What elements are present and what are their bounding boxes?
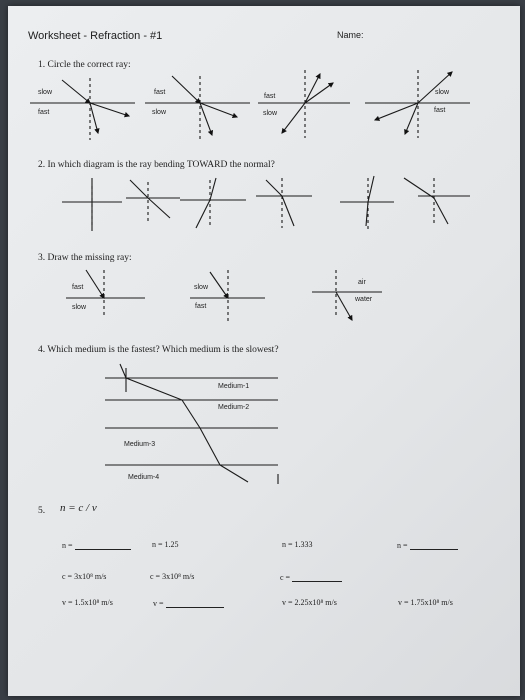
question-3-text: 3. Draw the missing ray: — [38, 253, 132, 263]
col3-v-value: v = 2.25x10⁸ m/s — [282, 598, 337, 607]
medium-2-label: Medium-2 — [218, 404, 250, 411]
q2-diagram-2[interactable] — [126, 180, 180, 224]
col4-n-prefix: n = — [397, 541, 408, 550]
q2-diagram-3[interactable] — [180, 178, 246, 228]
q1-diagram-2[interactable] — [145, 76, 250, 140]
q3-diagram-3[interactable] — [312, 270, 382, 320]
q3-diagram-3-bottom-label: water — [355, 296, 373, 303]
q2-diagram-1[interactable] — [62, 178, 122, 232]
q2-diagram-4[interactable] — [256, 178, 312, 228]
col2-c-value: c = 3x10⁸ m/s — [150, 572, 195, 581]
question-2-text: 2. In which diagram is the ray bending TOWARD the normal? — [38, 160, 275, 170]
q3-diagram-2-bottom-label: fast — [195, 303, 207, 310]
question-4-text: 4. Which medium is the fastest? Which medium is the slowest? — [38, 345, 279, 355]
q1-diagram-4-bottom-label: fast — [434, 107, 446, 114]
q1-diagram-1[interactable] — [30, 78, 135, 140]
q1-diagram-2-bottom-label: slow — [152, 109, 167, 116]
q1-diagram-3[interactable] — [258, 70, 350, 138]
q3-diagram-3-top-label: air — [358, 279, 366, 286]
col1-v-value: v = 1.5x10⁸ m/s — [62, 598, 113, 607]
medium-3-label: Medium-3 — [124, 441, 156, 448]
col1-n-prefix: n = — [62, 541, 73, 550]
q1-diagram-3-top-label: fast — [264, 93, 276, 100]
col4-v-value: v = 1.75x10⁸ m/s — [398, 598, 453, 607]
q1-diagram-2-top-label: fast — [154, 89, 166, 96]
medium-4-label: Medium-4 — [128, 474, 160, 481]
medium-1-label: Medium-1 — [218, 383, 250, 390]
worksheet-title: Worksheet - Refraction - #1 — [28, 30, 163, 42]
col1-c-value: c = 3x10⁸ m/s — [62, 572, 107, 581]
q1-diagram-1-top-label: slow — [38, 89, 53, 96]
q1-diagram-3-bottom-label: slow — [263, 110, 278, 117]
name-label: Name: — [337, 30, 364, 40]
q1-diagram-4-top-label: slow — [435, 89, 450, 96]
col3-c-prefix: c = — [280, 573, 291, 582]
q1-diagram-4[interactable] — [365, 70, 470, 138]
q3-diagram-1-bottom-label: slow — [72, 304, 87, 311]
refraction-index-formula: n = c / v — [60, 502, 97, 514]
col2-n-value: n = 1.25 — [152, 540, 179, 549]
q3-diagram-2-top-label: slow — [194, 284, 209, 291]
q3-diagram-1-top-label: fast — [72, 284, 84, 291]
q1-diagram-1-bottom-label: fast — [38, 109, 50, 116]
col2-v-prefix: v = — [153, 599, 164, 608]
question-1-text: 1. Circle the correct ray: — [38, 60, 131, 70]
q2-diagram-5[interactable] — [340, 176, 394, 230]
question-5-label: 5. — [38, 506, 46, 516]
q3-diagram-1[interactable] — [66, 270, 145, 318]
q2-diagram-6[interactable] — [404, 178, 470, 224]
q3-diagram-2[interactable] — [190, 270, 265, 322]
col3-n-value: n = 1.333 — [282, 540, 313, 549]
q4-media-diagram[interactable] — [105, 364, 278, 484]
